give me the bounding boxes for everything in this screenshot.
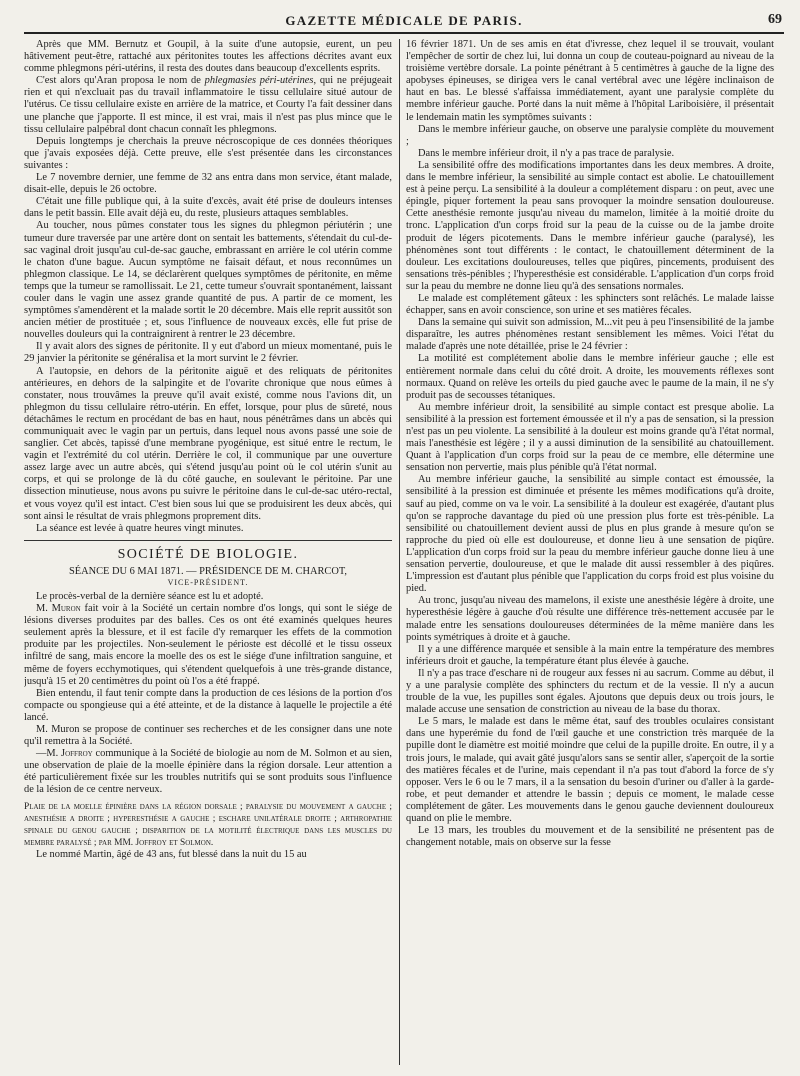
paragraph: Le 7 novembre dernier, une femme de 32 ans entra dans mon service, étant malade, disait-elle, depuis le 26 octobre.: [24, 172, 392, 196]
speaker-name: M. Muron: [36, 603, 81, 615]
page-number: 69: [768, 12, 782, 27]
section-title: SOCIÉTÉ DE BIOLOGIE.: [24, 540, 392, 563]
paragraph: Le procès-verbal de la dernière séance est lu et adopté.: [36, 590, 264, 602]
paragraph: M. Muron se propose de continuer ses recherches et de les consigner dans une note qu'il remettra à la Société.: [24, 723, 392, 748]
speaker-name: —M. Joffroy: [36, 748, 93, 760]
newspaper-page: [24, 10, 784, 1066]
paragraph: La séance est levée à quatre heures vingt minutes.: [36, 522, 244, 534]
text-run: C'est alors qu'Aran proposa le nom de: [36, 75, 205, 87]
paragraph: Au membre inférieur droit, la sensibilité au simple contact est presque abolie. La sensibilité à la pression est fortement émoussée et il n'y a pas de sensation, si la pression n'est pas un peu violente. La sensibilité à la douleur est moins grande qu'à l'état normal, mais l'anesthésie est légère ; il y a aussi diminution de la sensibilité au chatouillement. Quant à l'application d'un corps froid sur la peau de ce membre, elle détermine une sensation non pervertie, mais plus pénible qu'à l'état normal.: [406, 401, 774, 474]
paragraph: Il y a une différence marquée et sensible à la main entre la température des membres inférieurs droit et gauche, la température étant plus élevée à gauche.: [406, 643, 774, 667]
text-run: , qui ne préjugeait rien et qui n'excluait pas du travail inflammatoire le tissu cellulaire situé autour de l'utérus. Ce tissu cellulaire existe en arrière de la matrice, et Courty l'a fait dessiner dans une planche que j'apporte. Il est mince, il est vrai, mais il n'est pas plus mince que le tissu cellulaire palpébral dont chacun connaît les phlegmons.: [24, 75, 392, 135]
paragraph: Il n'y a pas trace d'eschare ni de rougeur aux fesses ni au sacrum. Comme au début, il y a une paralysie complète des sphincters du rectum et de la vessie. Il n'y a aucun trouble de la vue, les pupilles sont égales. Ajoutons que depuis deux ou trois jours, le malade accuse une sensation de constriction au niveau de la base du thorax.: [406, 667, 774, 716]
paragraph: Il y avait alors des signes de péritonite. Il y eut d'abord un mieux momentané, puis le 29 janvier la péritonite se généralisa et la mort survint le 2 février.: [24, 341, 392, 365]
paragraph: 16 février 1871. Un de ses amis en état d'ivresse, chez lequel il se trouvait, voulant l'empêcher de sortir de chez lui, lui donna un coup de couteau-poignard au niveau de la troisième vertèbre dorsale. La pointe pénétrant à 5 centimètres à gauche de la ligne des apobyses épineuses, se dirigea vers le canal vertébral avec une légère inclinaison de haut en bas. Le blessé s'affaissa immédiatement, ayant une paralysie complète du membre inférieur gauche. Porté dans la nuit même à l'hôpital Lariboisière, il présentait le lendemain matin les symptômes suivants :: [406, 39, 774, 123]
journal-title: GAZETTE MÉDICALE DE PARIS.: [285, 13, 523, 28]
paragraph: Depuis longtemps je cherchais la preuve nécroscopique de ces données théoriques que j'avais exposées déjà. Cette preuve, elle s'est présentée dans les circonstances suivantes :: [24, 135, 392, 171]
paragraph: Après que MM. Bernutz et Goupil, à la suite d'une autopsie, eurent, un peu hâtivement peut-être, rattaché aux péritonites toutes les affections décrites avant eux comme phlegmons péri-utérins, il resta des doutes dans beaucoup d'excellents esprits.: [24, 39, 392, 75]
column-rule: [399, 39, 400, 1065]
paragraph: La sensibilité offre des modifications importantes dans les deux membres. A droite, dans le membre inférieur, la sensibilité au simple contact est abolie. Le chatouillement est à peine perçu. La sensibilité à la douleur a complétement disparu : on peut, avec une épingle, piquer fortement la peau sans provoquer la moindre sensation douloureuse. Cette anesthésie remonte jusqu'au niveau du mamelon, limitée à la moitié droite du tronc. L'application d'un corps froid sur la peau de la cuisse ou de la jambe droite produit de légers picotements. Dans le membre inférieur gauche (paralysé), les phénomènes sont tout différents : le contact, le chatouillement déterminent de la douleur. Les excitations douloureuses, telles que piqûres, pincements, produisent des sensations très-pénibles ; l'hyperesthésie est considérable. L'application d'un corps froid sur la peau du membre ne donne lieu qu'à des sensations normales.: [406, 159, 774, 292]
paragraph: [24, 748, 392, 796]
italic-term: phlegmasies péri-utérines: [204, 75, 314, 87]
paragraph: Au toucher, nous pûmes constater tous les signes du phlegmon périutérin ; une tumeur dure traversée par une artère dont on sentait les battements, s'étendait du cul-de-sac vaginal droit jusqu'au cul-de-sac gauche, embrassant en arrière le col utérin comme le chaton d'une bague. Aucun symptôme ne faisait défaut, et nous reconnûmes un phlegmon classique. Le 14, se déclarèrent quelques symptômes de péritonite, en même temps que la tumeur se ramollissait. Le 21, cette tumeur s'ouvrait spontanément, laissant couler dans le vagin une assez grande quantité de pus. A partir de ce moment, les symptômes s'amendèrent et la malade sortit le 20 décembre. Mais elle reprit aussitôt son ancien métier de prostituée ; et, sous l'influence de nouveaux excès, elle fut prise de nouvelles douleurs qui la contraignirent à rentrer le 23 décembre.: [24, 220, 392, 341]
paragraph: Bien entendu, il faut tenir compte dans la production de ces lésions de la portion d'os compacte ou spongieuse qui a été atteinte, et de la distance à laquelle le projectile a été lancé.: [24, 687, 392, 723]
paragraph: Le nommé Martin, âgé de 43 ans, fut blessé dans la nuit du 15 au: [36, 848, 307, 860]
paragraph: Le malade est complétement gâteux : les sphincters sont relâchés. Le malade laisse échapper, sans en avoir conscience, son urine et ses matières fécales.: [406, 292, 774, 317]
paragraph: Au membre inférieur gauche, la sensibilité au simple contact est émoussée, la sensibilité à la pression est diminuée et présente les mêmes modifications qu'à droite, sauf au pied, comme on va le voir. La sensibilité à la douleur est exagérée, d'autant plus qu'on se rapproche davantage du pied où une pression plus forte est très-pénible. La sensibilité ou chatouillement devient aussi de plus en plus grande à mesure qu'on se rapproche du pied où elle est douloureuse, et donne lieu à une sensation de piqûre. L'application d'un corps froid sur la peau du membre inférieur gauche donne lieu à une sensation pervertie, douloureuse, et que le malade dit aussi ressembler à des piqûres. L'impression est d'autant plus pénible que l'application du corps froid est plus voisine du pied.: [406, 474, 774, 595]
right-column: [406, 39, 774, 1065]
page-header: [24, 10, 784, 34]
text-run: communique à la Société de biologie au nom de M. Solmon et au sien, une observation de plaie de la moelle épinière dans la région dorsale. Leur attention a été particulièrement fixée sur les troubles nutritifs qui se sont produits sous l'influence de la lésion de ce centre nerveux.: [24, 748, 392, 796]
text-run: fait voir à la Société un certain nombre d'os longs, qui sont le siége de lésions diverses produites par des balles. Ces os ont été examinés quelques heures seulement après la blessure, et il est facile d'y remarquer les effets de la commotion produite par les projectiles. Non-seulement le périoste est décollé et le tissu osseux infiltré de sang, mais encore la moelle des os est le siége d'une infiltration sanguine, et même de foyers ecchymotiques, qui s'étendent quelquefois à une très-grande distance, jusqu'à 15 et 20 centimètres du point où l'os a été frappé.: [24, 603, 392, 687]
paragraph: Le 5 mars, le malade est dans le même état, sauf des troubles oculaires consistant dans une hyperémie du fond de l'œil gauche et une constriction très marquée de la pupille dont le diamètre est moitié moindre que celui de la pupille droite. En outre, il y a trois jours, le malade, qui avait gâté jusqu'alors sans se sentir aller, s'aperçoit de la sortie des matières fécales et de l'urine, mais cependant il n'a pas tout d'abord la force de s'y opposer. Vers le 6 ou le 7 mars, il a la sensation du besoin d'uriner ou d'aller à la garde-robe, et peut demander et attendre le bassin ; depuis ce moment, le malade cesse complétement de gâter. Les mouvements dans le genou gauche deviennent douloureux quand on plie le membre.: [406, 716, 774, 824]
session-heading: SÉANCE DU 6 MAI 1871. — PRÉSIDENCE DE M. CHARCOT,: [68, 565, 348, 577]
paragraph: Dans le membre inférieur gauche, on observe une paralysie complète du mouvement ;: [406, 123, 774, 147]
paragraph: Au tronc, jusqu'au niveau des mamelons, il existe une anesthésie légère à droite, une hyperesthésie légère à gauche d'où résulte une différence très-nettement accusée par le malade entre les sensations douloureuses déterminées de la même manière dans les points symétriques à droite et à gauche.: [406, 595, 774, 643]
left-column: [24, 39, 392, 1065]
paragraph: Le 13 mars, les troubles du mouvement et de la sensibilité ne présentent pas de changement notable, mais on observe sur la fesse: [406, 825, 774, 849]
paragraph: A l'autopsie, en dehors de la péritonite aiguë et des reliquats de péritonites antérieures, en dehors de la salpingite et de l'ovarite chronique que nous eûmes à constater, nous trouvâmes la preuve qu'il avait existé, comme nous l'avions dit, un phlegmon du tissu cellulaire rétro-utérin. En effet, lorsque, pour plus de sûreté, nous détachâmes le rectum en procédant de bas en haut, nous pénétrâmes dans un abcès qui communiquait avec le vagin par un pertuis, dans lequel nous avons passé une soie de sanglier. Cet abcès, tapissé d'une membrane pyogénique, est situé entre le rectum, le vagin et l'extrémité du col utérin. Derrière le col, il communique par une ouverture assez large avec un autre abcès, qui s'étend jusqu'au point où le col utérin s'unit au corps, et qui se prolonge de là du côté gauche, en soulevant le péritoine. Par une dissection minutieuse, nous avons pu suivre le péritoine dans le cul-de-sac utéro-rectal, et vous voyez qu'il est intact. C'est bien sous lui que se produisirent les deux abcès, qui sont ainsi le résultat de vrais phlegmons proprement dits.: [24, 365, 392, 522]
session-subheading: VICE-PRÉSIDENT.: [167, 577, 249, 587]
paragraph: [24, 75, 392, 135]
paragraph: C'était une fille publique qui, à la suite d'excès, avait été prise de douleurs intenses dans le petit bassin. Elle avait déjà eu, du reste, plusieurs attaques semblables.: [24, 196, 392, 220]
paragraph: Dans le membre inférieur droit, il n'y a pas trace de paralysie.: [418, 147, 675, 159]
observation-title: Plaie de la moelle épinière dans la région dorsale ; paralysie du mouvement a gauche ; anesthésie a droite ; hyperesthésie a gauche ; eschare unilatérale droite ; arthropathie spinale du genou gauche ; disparition de la motilité électrique dans les muscles du membre paralysé ; par MM. Joffroy et Solmon.: [24, 801, 392, 848]
paragraph: Dans la semaine qui suivit son admission, M...vit peu à peu l'insensibilité de la jambe disparaître, les autres phénomènes restant sensiblement les mêmes. Voici l'état du malade d'après une note détaillée, prise le 24 février :: [406, 317, 774, 353]
two-column-body: [24, 39, 784, 1065]
paragraph: [24, 603, 392, 688]
paragraph: La motilité est complétement abolie dans le membre inférieur gauche ; elle est entièrement normale dans celui du côté droit. A droite, les mouvements réflexes sont normaux. Quand on relève les orteils du pied gauche avec le paume de la main, il ne s'y produit pas de secousses tétaniques.: [406, 353, 774, 401]
